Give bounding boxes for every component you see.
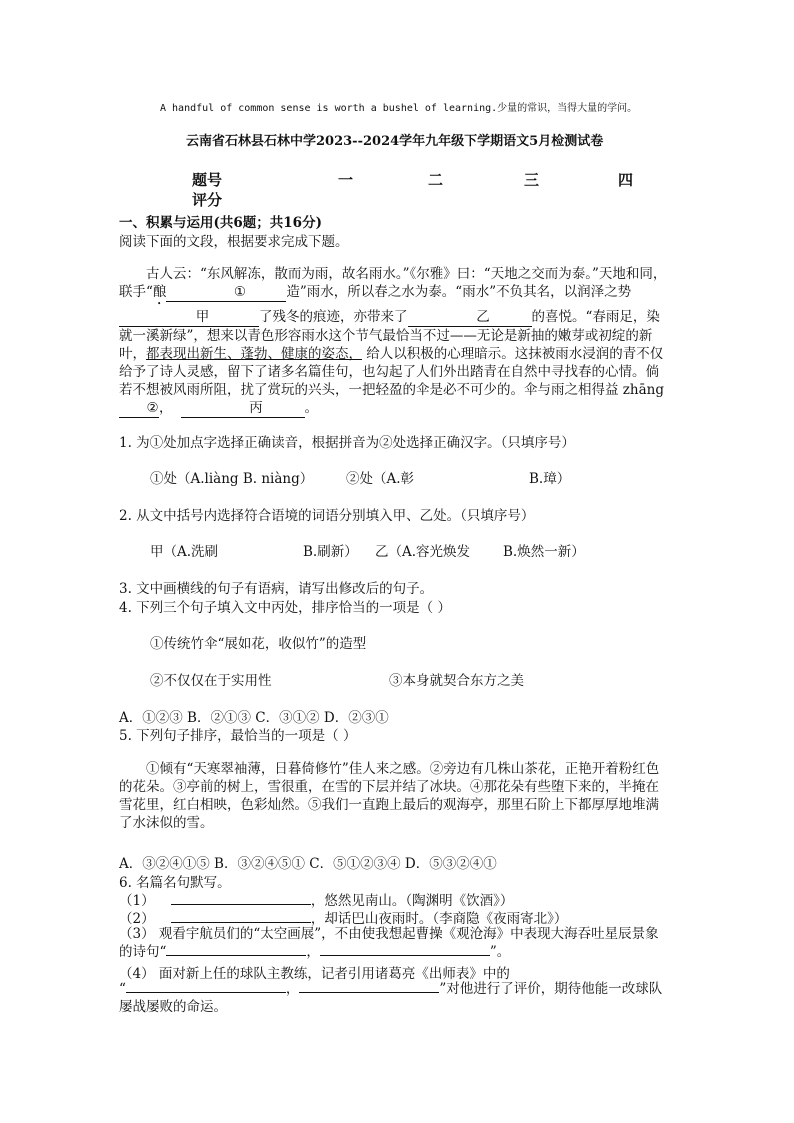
passage-text: 。 [304,400,318,416]
q6-3-sep: ， [306,944,320,960]
score-table-score-label: 评分 [192,191,223,209]
q6-1-text: ，悠然见南山。（陶渊明《饮酒》） [310,893,514,909]
passage-text: 的喜悦。“春雨足，染就一溪新绿”，想来以青色形容雨水这个节气最恰当不过——无论是新抽的嫩芽或初绽的新叶， [119,309,660,362]
question-6: 6. 名篇名句默写。 [119,875,231,891]
q4-sentence-3: ③本身就契合东方之美 [389,673,524,689]
passage-text: ， [159,400,173,416]
question-4: 4. 下列三个句子填入文中丙处，排序恰当的一项是（ ） [119,600,451,616]
q6-item-1 [119,889,513,909]
score-table-col-2: 二 [428,171,444,189]
passage-text: 了残冬的痕迹，亦带来了 [259,309,408,325]
answer-line [320,943,490,956]
q6-3-end: ”。 [489,944,511,960]
answer-line [171,892,311,905]
section-instruction: 阅读下面的文段，根据要求完成下题。 [119,234,349,250]
q6-item-4-cont [119,980,669,1016]
score-table-col-1: 一 [338,171,354,189]
blank-yi: 乙 [408,308,532,327]
question-5: 5. 下列句子排序，最恰当的一项是（ ） [119,728,357,744]
answer-line [126,980,286,993]
header-quote: A handful of common sense is worth a bushel of learning.少量的常识，当得大量的学问。 [160,103,638,114]
q6-4-sep: ， [285,981,300,997]
q2-option-4: B.焕然一新） [503,544,585,560]
q6-item-3 [119,925,669,961]
blank-bing: 丙 [181,399,305,418]
blank-1: ① [166,283,286,302]
underlined-sentence: 都表现出新生、蓬勃、健康的姿态， [146,346,362,362]
q2-option-3: 乙（A.容光焕发 [375,544,471,560]
score-table-col-4: 四 [618,171,634,189]
q6-item-4: （4） 面对新上任的球队主教练，记者引用诸葛亮《出师表》中的 [119,966,510,982]
score-table-col-3: 三 [524,171,540,189]
reading-passage [119,265,669,418]
q1-option-2: ②处（A.彰 [346,471,415,487]
score-table-row-label: 题号 [192,171,223,189]
q1-option-1: ①处（A.liàng B. niàng） [150,471,314,487]
q1-option-3: B.璋） [529,471,571,487]
q2-option-2: B.刷新） [303,544,358,560]
q6-4-quote-open: “ [119,981,126,997]
blank-2: ② [119,399,159,418]
q4-sentence-1: ①传统竹伞“展如花，收似竹”的造型 [150,636,367,652]
q4-options: A．①②③ B．②①③ C．③①② D．②③① [119,710,389,726]
q4-sentence-2: ②不仅仅在于实用性 [150,673,272,689]
section-heading: 一、积累与运用(共6题；共16分) [119,215,322,231]
q6-item-2 [119,907,567,927]
blank-jia: 甲 [119,308,259,327]
q2-option-1: 甲（A.洗刷 [150,544,219,560]
q6-3-text: （3） 观看宇航员们的“太空画展”，不由使我想起曹操《观沧海》中表现大海吞吐星辰景象的诗句“ [119,926,659,960]
q6-2-text: ，却话巴山夜雨时。（李商隐《夜雨寄北》） [310,911,568,927]
exam-title: 云南省石林县石林中学2023--2024学年九年级下学期语文5月检测试卷 [186,134,604,149]
answer-line [166,943,306,956]
q5-passage: ①倾有“天寒翠袖薄，日暮倚修竹”佳人来之感。②旁边有几株山茶花，正艳开着粉红色的花朵。③亭前的树上，雪很重，在雪的下层并结了冰块。④那花朵有些堕下来的，半掩在雪花里，红白相映，色彩灿然。⑤我们一直跑上最后的观海亭，那里石阶上下都厚厚地堆满了水沫似的雪。 [119,761,660,831]
q6-2-label: （2） [119,911,155,927]
answer-line [299,980,439,993]
q6-1-label: （1） [119,893,155,909]
passage-text: 给人以积极的心理暗示。这抹被雨水浸润的青不仅给予了诗人灵感，留下了诸多名篇佳句，也勾起了人们外出踏青在自然中寻找春的心情。倘若不想被风雨所阻，扰了赏玩的兴头，一把轻盈的伞是必不可少的。伞与雨之相得益 zhāng [119,346,664,398]
q6-4-end: ”对他进行了评价，期待他能一改球队屡战屡败的命运。 [119,981,663,1015]
dotted-char: 酿 [152,284,167,300]
question-3: 3. 文中画横线的句子有语病，请写出修改后的句子。 [119,581,434,597]
passage-text: 古人云：“东风解冻，散而为雨，故名雨水。”《尔雅》曰：“天地之交而为泰。”天地和同，联手“ [119,266,667,300]
question-2: 2. 从文中括号内选择符合语境的词语分别填入甲、乙处。（只填序号） [119,508,535,524]
answer-line [171,910,311,923]
q5-options: A．③②④①⑤ B．③②④⑤① C．⑤①②③④ D．⑤③②④① [119,856,497,872]
question-1: 1. 为①处加点字选择正确读音，根据拼音为②处选择正确汉字。（只填序号） [119,435,575,451]
passage-text: 造”雨水，所以春之水为泰。“雨水”不负其名，以润泽之势 [286,284,632,300]
